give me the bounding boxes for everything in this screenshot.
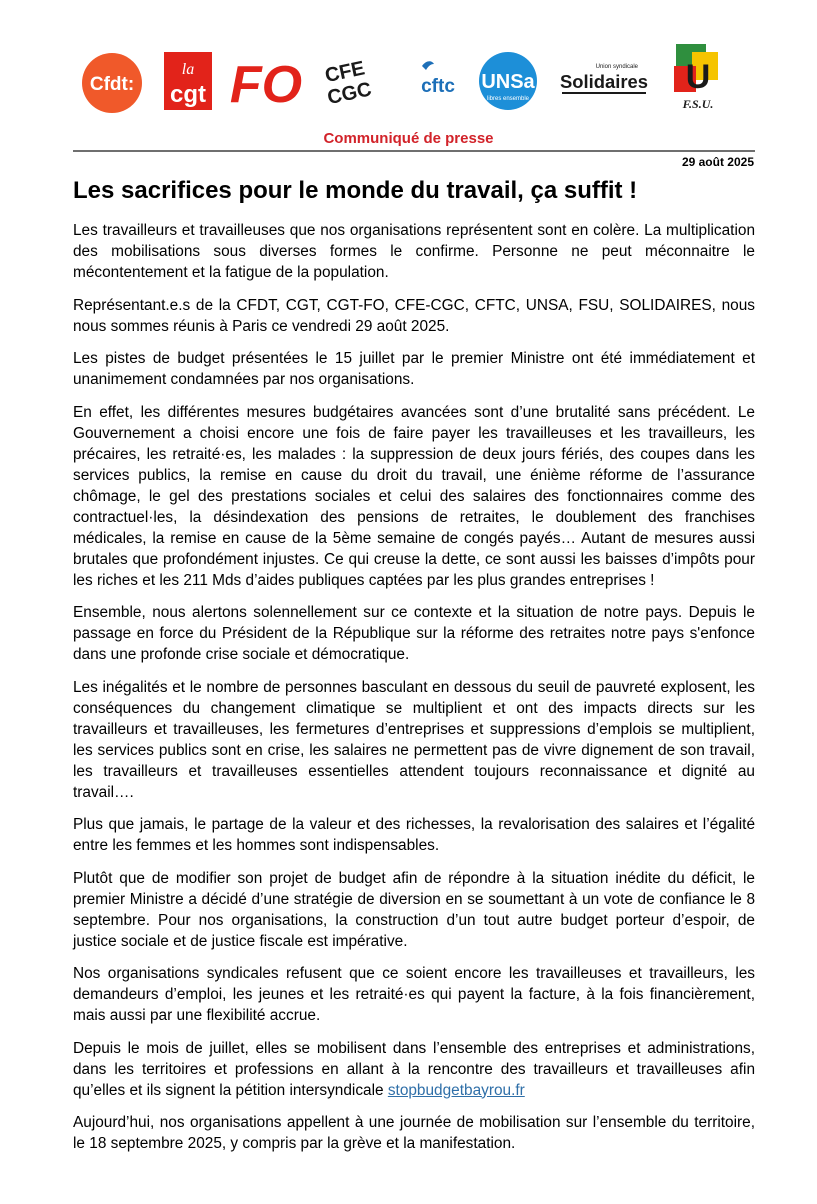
press-release-label: Communiqué de presse — [323, 130, 494, 147]
paragraph: Représentant.e.s de la CFDT, CGT, CGT-FO, CFE-CGC, CFTC, UNSA, FSU, SOLIDAIRES, nous nous sommes réunis à Paris ce vendredi 29 août 2025. — [73, 296, 755, 335]
paragraph: Les travailleurs et travailleuses que nos organisations représentent sont en colère. La multiplication des mobilisations sous diverses formes le confirme. Personne ne peut méconnaitre le mécontentement et la fatigue de la population. — [73, 222, 755, 281]
unsa-logo — [478, 51, 538, 111]
paragraph: Les pistes de budget présentées le 15 juillet par le premier Ministre ont été immédiatement et unanimement condamnées par nos organisations. — [73, 350, 755, 388]
union-logos-bar — [80, 40, 760, 115]
paragraph-petition — [73, 1038, 755, 1101]
cfdt-logo-text: Cfdt: — [89, 74, 135, 95]
paragraph-final: Aujourd’hui, nos organisations appellent à une journée de mobilisation sur l’ensemble du territoire, le 18 septembre 2025, y compris par la grève et la manifestation. — [73, 1114, 755, 1152]
fo-logo-text: FO — [229, 56, 303, 114]
document-body — [73, 220, 755, 1166]
solidaires-logo-top-text: Union syndicale — [595, 64, 638, 70]
petition-text: Depuis le mois de juillet, elles se mobilisent dans l’ensemble des entreprises et administrations, dans les territoires et professions en allant à la rencontre des travailleurs et travailleuses afin qu’elles et ils signent la pétition intersyndicale — [73, 1039, 755, 1099]
fsu-logo-bottom-text: F.S.U. — [682, 97, 714, 111]
paragraph: Nos organisations syndicales refusent que ce soient encore les travailleuses et travailleurs, les demandeurs d’emploi, les jeunes et les retraité·es qui payent la facture, à la fois financièrement, mais aussi par une flexibilité accrue. — [73, 965, 755, 1024]
paragraph: Plutôt que de modifier son projet de budget afin de répondre à la situation inédite du déficit, le premier Ministre a décidé d’une stratégie de diversion en se soumettant à un vote de confiance le 8 septembre. Pour nos organisations, la construction d’un tout autre budget porteur d’espoir, de justice sociale et de justice fiscale est impérative. — [73, 869, 755, 950]
solidaires-logo-text: Solidaires — [560, 72, 648, 92]
cftc-logo — [412, 58, 464, 104]
solidaires-logo — [558, 60, 650, 100]
unsa-logo-small-text: libres ensemble — [486, 96, 530, 102]
petition-link[interactable]: stopbudgetbayrou.fr — [387, 1081, 525, 1099]
cfe-cgc-logo — [318, 52, 376, 112]
unsa-logo-text: UNSa — [481, 71, 535, 93]
cfe-cgc-logo-top-text: CFE — [323, 57, 367, 88]
cgt-logo — [164, 52, 212, 110]
release-date: 29 août 2025 — [681, 155, 754, 169]
page-title: Les sacrifices pour le monde du travail, ça suffit ! — [73, 177, 638, 204]
paragraph: En effet, les différentes mesures budgétaires avancées sont d’une brutalité sans précédent. Le Gouvernement a choisi encore une fois de faire payer les travailleuses et les travailleurs, les précaires, les retraité·es, les malades : la suppression de deux jours fériés, des coupes dans les services publics, la remise en cause du droit du travail, une énième réforme de l’assurance chômage, le gel des prestations sociales et celui des salaires des fonctionnaires comme des contractuel·les, la désindexation des pensions de retraites, le doublement des franchises médicales, la remise en cause de la 5ème semaine de congés payés… Autant de mesures aussi brutales que profondément injustes. Ce qui creuse la dette, ce sont aussi les baisses d’impôts pour les riches et les 211 Mds d’aides publiques captées par les plus grandes entreprises ! — [73, 403, 755, 589]
paragraph: Ensemble, nous alertons solennellement sur ce contexte et la situation de notre pays. Depuis le passage en force du Président de la République sur la réforme des retraites notre pays s'enfonce dans une profonde crise sociale et démocratique. — [73, 604, 755, 663]
paragraph: Les inégalités et le nombre de personnes basculant en dessous du seuil de pauvreté explosent, les conséquences du changement climatique se multiplient et ont des impacts directs sur les travailleurs et travailleuses, les fermetures d’entreprises et suppressions d’emplois se multiplient, les services publics sont en crise, les salaires ne permettent pas de vivre dignement de son travail, les travailleurs et travailleuses essentielles attendent toujours reconnaissance et dignité au travail…. — [73, 678, 755, 801]
fsu-logo-text: U — [685, 58, 711, 96]
paragraph: Plus que jamais, le partage de la valeur et des richesses, la revalorisation des salaires et l’égalité entre les femmes et les hommes sont indispensables. — [73, 816, 755, 854]
fo-logo — [229, 52, 303, 114]
cftc-logo-text: cftc — [421, 76, 455, 97]
cfdt-logo — [80, 51, 144, 115]
header-divider — [73, 150, 755, 152]
cgt-logo-text: cgt — [170, 81, 206, 108]
cfe-cgc-logo-text: CGC — [325, 78, 374, 110]
cgt-logo-top-text: la — [181, 61, 195, 78]
dove-icon — [422, 61, 434, 70]
fsu-logo — [670, 42, 730, 112]
